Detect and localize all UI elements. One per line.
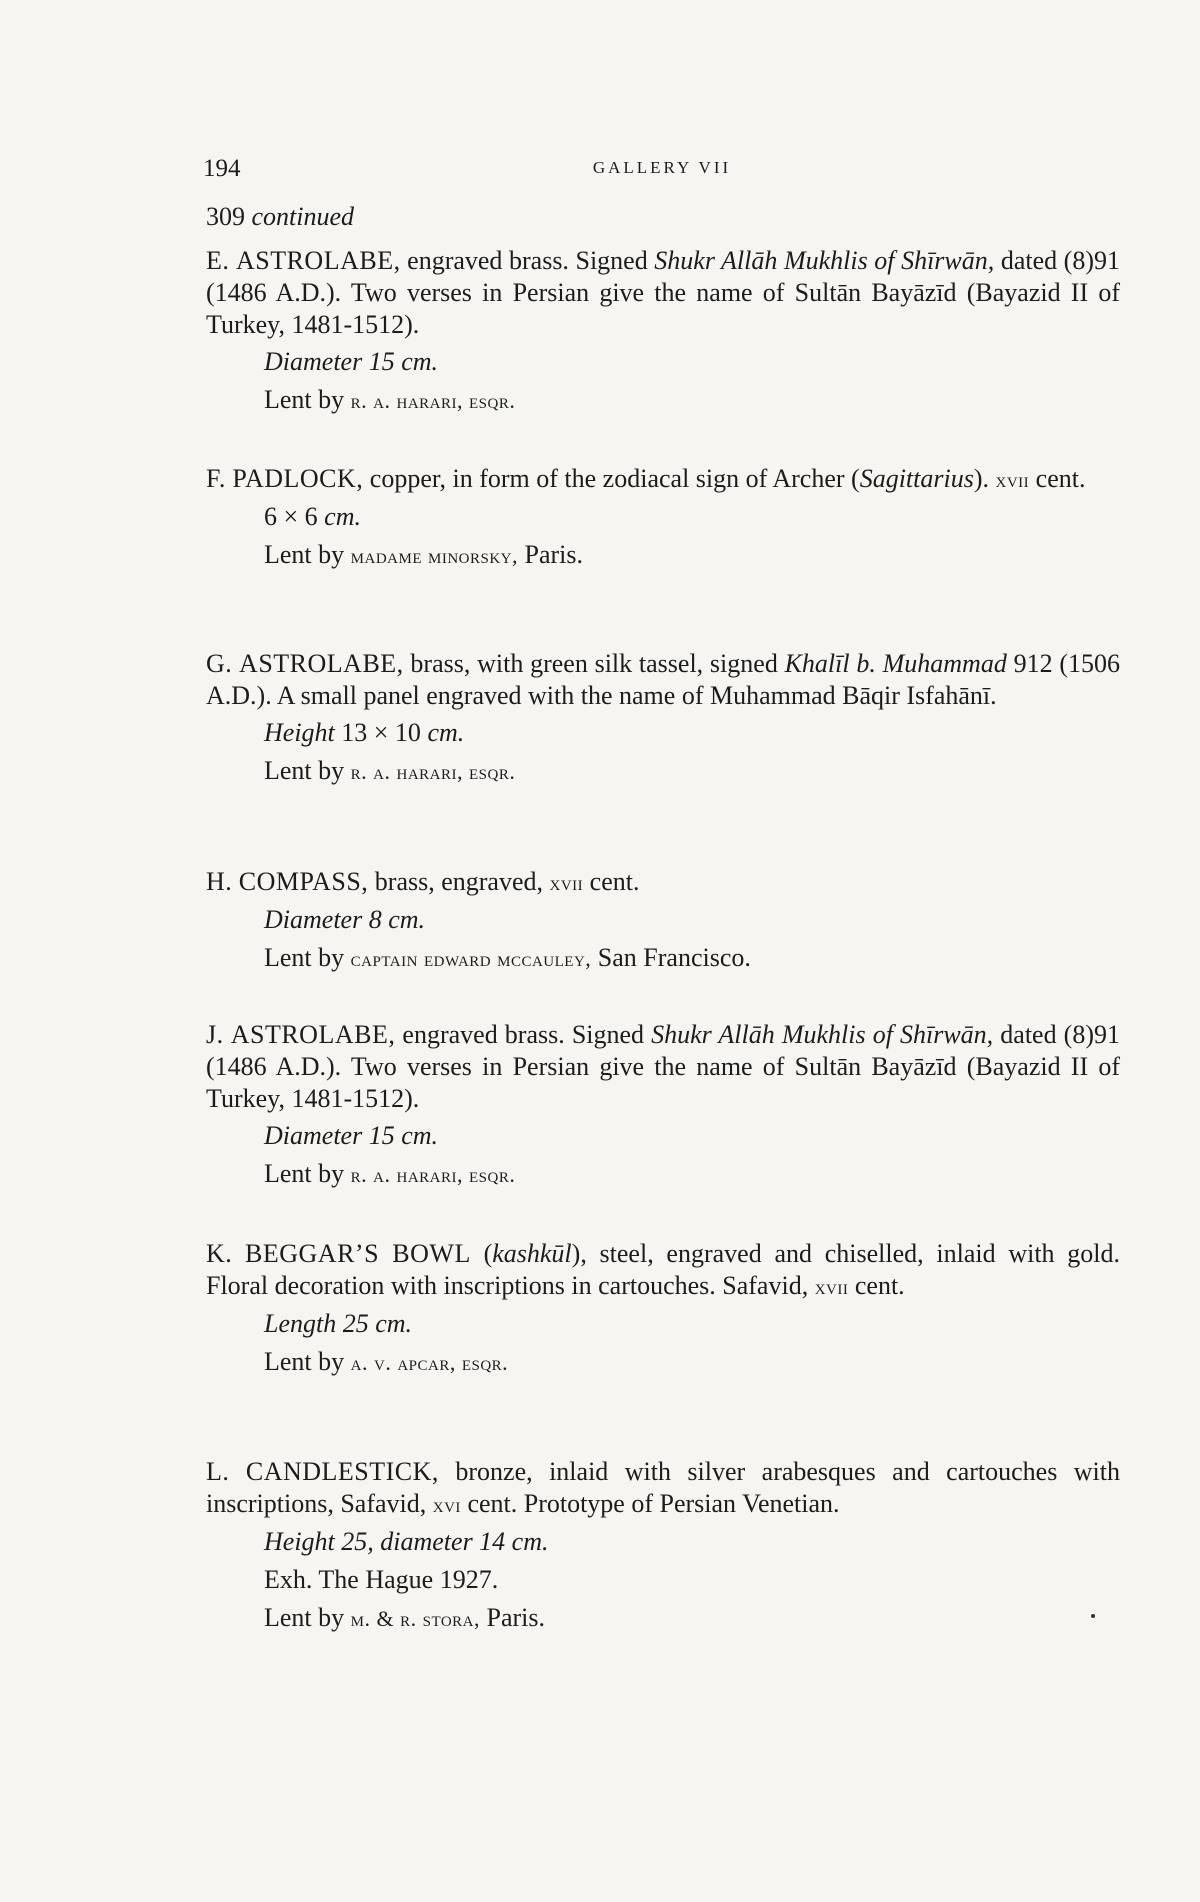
catalogue-entry-k [206, 1238, 1120, 1380]
entry-lender [206, 941, 1120, 976]
entry-exhibition [206, 1563, 1120, 1597]
entry-description [206, 463, 1120, 496]
desc-italic: Khalīl b. Muhammad [784, 649, 1007, 678]
entry-lender [206, 754, 1120, 789]
entry-measure [206, 1525, 1120, 1559]
measure-label: Height [264, 718, 335, 747]
desc-text: cent. [848, 1271, 905, 1300]
continued-heading [206, 202, 354, 232]
entry-description [206, 866, 1120, 899]
catalogue-entry-e [206, 245, 1120, 418]
entry-description [206, 1019, 1120, 1115]
desc-italic: kashkūl [492, 1239, 572, 1268]
entry-description [206, 1456, 1120, 1521]
desc-text: engraved brass. Signed [400, 246, 655, 275]
entry-measure [206, 1307, 1120, 1341]
lent-suffix: Paris. [518, 540, 584, 569]
entry-name: COMPASS, [238, 867, 369, 896]
lent-prefix: Lent by [264, 756, 351, 785]
desc-text: cent. [583, 867, 640, 896]
lent-suffix: Paris. [480, 1603, 546, 1632]
desc-text: cent. Prototype of Persian Venetian. [460, 1489, 840, 1518]
measure-text: 6 × 6 [264, 502, 325, 531]
measure-text: 13 × 10 [334, 718, 428, 747]
entry-description [206, 245, 1120, 341]
desc-italic: Shukr Allāh Mukhlis of Shīrwān, [654, 246, 995, 275]
desc-italic: Shukr Allāh Mukhlis of Shīrwān, [651, 1020, 994, 1049]
desc-text: brass, engraved, [368, 867, 550, 896]
desc-text: brass, with green silk tassel, signed [403, 649, 785, 678]
lender-name: r. a. harari, esqr. [350, 388, 516, 413]
desc-italic: Sagittarius [859, 464, 974, 493]
catalogue-entry-j [206, 1019, 1120, 1192]
measure-text: Diameter 8 cm. [264, 905, 426, 934]
lent-prefix: Lent by [264, 943, 351, 972]
measure-text: Diameter 15 cm. [264, 1121, 439, 1150]
entry-name: ASTROLABE, [230, 1020, 396, 1049]
entry-name: ASTROLABE, [235, 246, 401, 275]
entry-measure [206, 903, 1120, 937]
entry-name: BEGGAR’S BOWL [245, 1239, 471, 1268]
catalogue-entry-f [206, 463, 1120, 573]
entry-lender [206, 1157, 1120, 1192]
entry-description [206, 1238, 1120, 1303]
century-numeral: xvii [814, 1274, 849, 1299]
entry-letter: E. [206, 246, 230, 275]
exhibition-text: Exh. The Hague 1927. [264, 1565, 499, 1594]
entry-letter: L. [206, 1457, 230, 1486]
lender-name: madame minorsky, [350, 543, 519, 568]
measure-text: Diameter 15 cm. [264, 347, 439, 376]
entry-measure [206, 1119, 1120, 1153]
century-numeral: xvii [995, 467, 1030, 492]
desc-text: cent. [1029, 464, 1086, 493]
lent-prefix: Lent by [264, 1603, 351, 1632]
scan-speck [1091, 1614, 1095, 1618]
entry-name: ASTROLABE, [239, 649, 404, 678]
entry-measure [206, 716, 1120, 750]
desc-text: 912 (1506 A.D.). A small panel engraved with the name of Muhammad Bāqir Isfahānī. [206, 649, 1120, 710]
catalogue-entry-h [206, 866, 1120, 976]
desc-text: ). [973, 464, 996, 493]
century-numeral: xvii [549, 870, 584, 895]
page-number: 194 [203, 155, 241, 182]
lent-prefix: Lent by [264, 540, 351, 569]
entry-letter: K. [206, 1239, 233, 1268]
desc-text: dated (8)91 (1486 A.D.). Two verses in Persian give the name of Sultān Bayāzīd (Bayazid II of Turkey, 1481-1512). [206, 246, 1121, 339]
entry-letter: F. [206, 464, 226, 493]
item-number: 309 [206, 202, 245, 231]
lender-name: r. a. harari, esqr. [350, 759, 516, 784]
entry-lender [206, 383, 1120, 418]
entry-letter: H. [206, 867, 233, 896]
measure-text: Length 25 cm. [264, 1309, 413, 1338]
entry-measure [206, 500, 1120, 534]
desc-text: ), steel, engraved and chiselled, inlaid with gold. Floral decoration with inscriptions in cartouches. Safavid, [206, 1239, 1120, 1300]
lent-prefix: Lent by [264, 1347, 351, 1376]
desc-text: copper, in form of the zodiacal sign of Archer ( [363, 464, 860, 493]
entry-lender [206, 1601, 1120, 1636]
lender-name: captain edward mccauley, [350, 946, 592, 971]
entry-name: CANDLESTICK, [245, 1457, 439, 1486]
entry-measure [206, 345, 1120, 379]
catalogue-entry-g [206, 648, 1120, 789]
running-head: GALLERY VII [592, 158, 732, 177]
entry-lender [206, 538, 1120, 573]
entry-letter: J. [206, 1020, 224, 1049]
desc-text: bronze, inlaid with silver arabesques and cartouches with inscriptions, Safavid, [206, 1457, 1121, 1518]
entry-name: PADLOCK, [232, 464, 364, 493]
lent-suffix: San Francisco. [591, 943, 751, 972]
entry-lender [206, 1345, 1120, 1380]
continued-label: continued [251, 202, 355, 231]
measure-text: Height 25, diameter 14 cm. [264, 1527, 549, 1556]
lent-prefix: Lent by [264, 1159, 351, 1188]
entry-letter: G. [206, 649, 233, 678]
desc-text: dated (8)91 (1486 A.D.). Two verses in Persian give the name of Sultān Bayāzīd (Bayazid II of Turkey, 1481-1512). [206, 1020, 1120, 1113]
entry-description [206, 648, 1120, 712]
lender-name: m. & r. stora, [350, 1606, 481, 1631]
measure-unit: cm. [427, 718, 465, 747]
desc-text: ( [470, 1239, 493, 1268]
measure-unit: cm. [324, 502, 361, 531]
catalogue-entry-l [206, 1456, 1120, 1636]
desc-text: engraved brass. Signed [395, 1020, 652, 1049]
lender-name: a. v. apcar, esqr. [350, 1350, 509, 1375]
lent-prefix: Lent by [264, 385, 351, 414]
lender-name: r. a. harari, esqr. [350, 1162, 516, 1187]
century-numeral: xvi [432, 1492, 461, 1517]
page-header [203, 155, 1121, 191]
